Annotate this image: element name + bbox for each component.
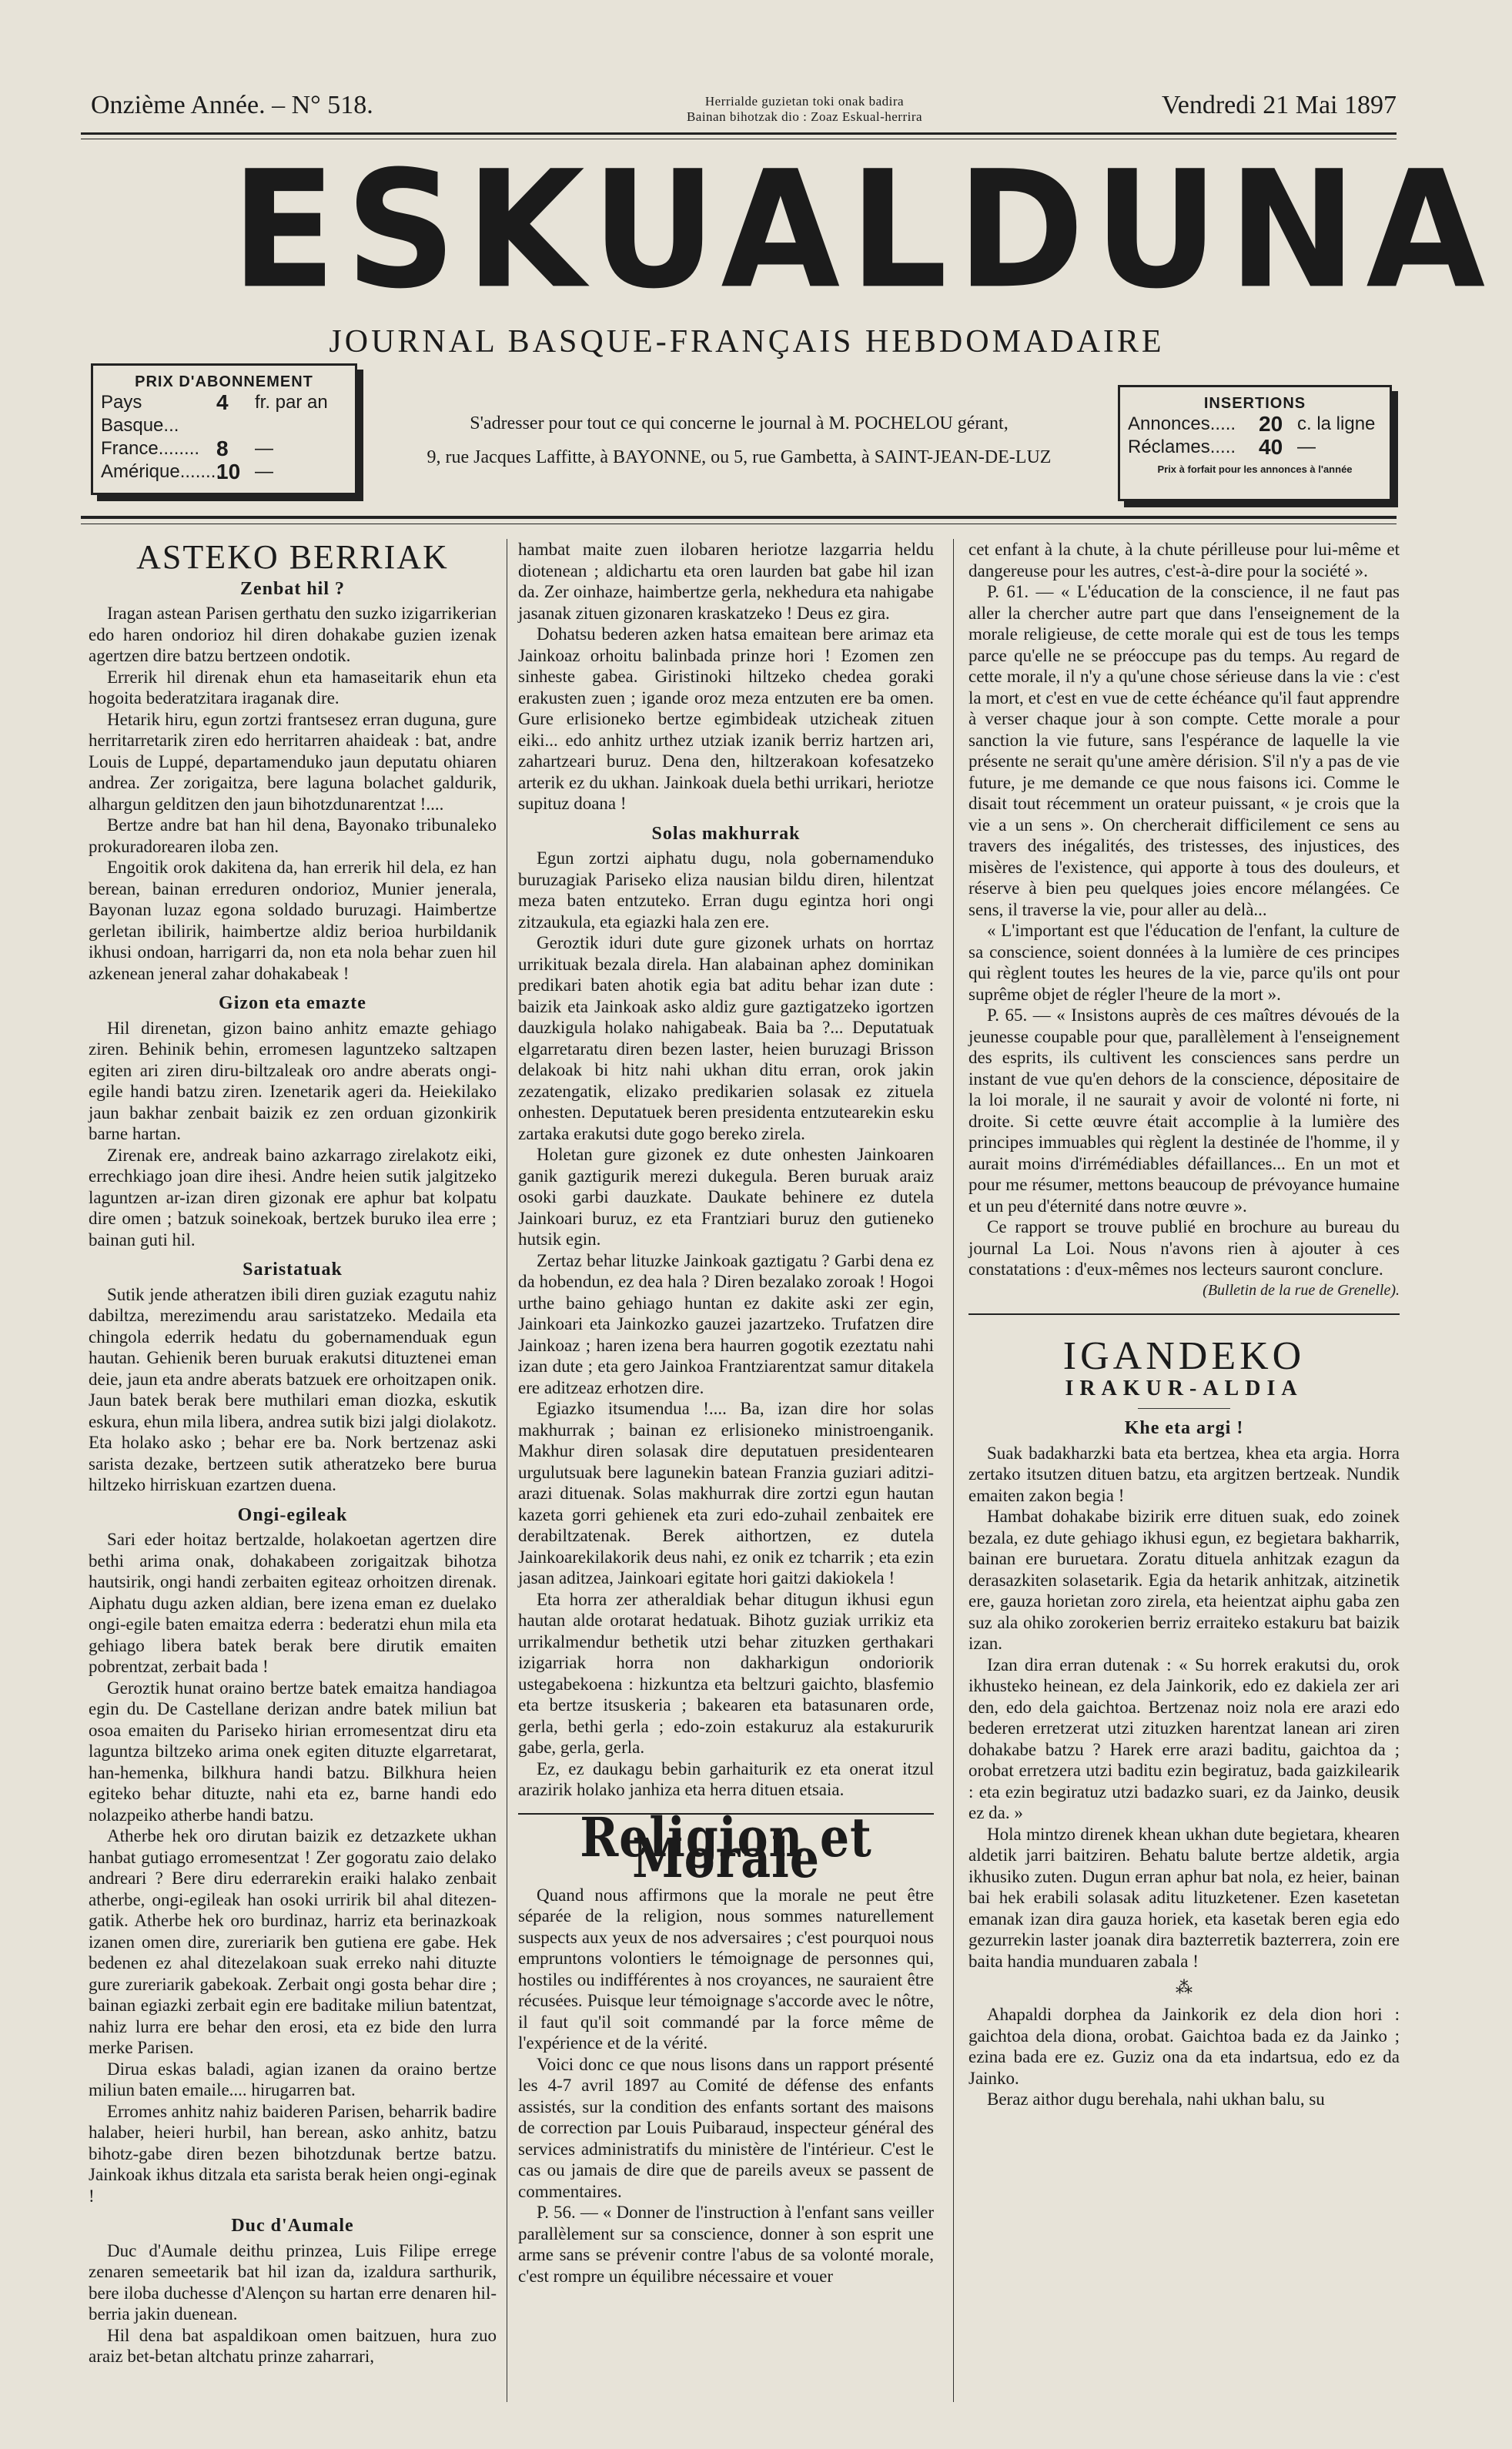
row-unit: — bbox=[255, 461, 273, 482]
masthead-subtitle: JOURNAL BASQUE-FRANÇAIS HEBDOMADAIRE bbox=[329, 324, 1165, 360]
section-title: IGANDEKO bbox=[1062, 1334, 1306, 1378]
paragraph: Izan dira erran dutenak : « Su horrek erakutsi du, orok ikhusteko heinean, ez dela Jainkorik, edo ez dakiela zer ari den, edo dela gaichtoa. Bertzenaz noiz nola ere arazi edo bederen erretzerat utzi zituzken harentzat lanean ari ziren dohakabe batzu ? Harek erre arazi baditu, gaichtoa da ; orobat erretzera utzi baditu ezin begiratuz, bada gaizkilearik : eta ezin begiratuz utzi badazko suari, ez da Jainko, deusik ez da. » bbox=[968, 1654, 1400, 1822]
insertions-row bbox=[1120, 436, 1390, 459]
paragraph: Hambat dohakabe bizirik erre dituen suak, edo zoinek bezala, ez dute gehiago ikhusi egun, ez begietara bakharrik, bainan ere buruetara. Zoratu dituela anhitzak ezagun da derasazkiten solasetarik. Egia da hetarik anhitzak, aitzinetik ere, gauza horietan zoro zirela, eta heientzat aiphu gaba zen suz ala ohiko zorokerien berriz erraiteko estakuru bat baizik izan. bbox=[968, 1507, 1400, 1653]
paragraph: Voici donc ce que nous lisons dans un rapport présenté les 4-7 avril 1897 au Comité de défense des enfants assistés, sur la condition des enfants sortant des maisons de correction par Louis Puibaraud, inspecteur général des services administratifs du ministère de l'intérieur. C'est le cas ou jamais de dire que de pareils aveux se passent de commentaires. bbox=[518, 2054, 934, 2201]
paragraph: P. 65. — « Insistons auprès de ces maîtres dévoués de la jeunesse coupable pour que, parallèlement à l'enseignement des esprits, ils cultivent les consciences sans perdre un instant de vue qu'en dehors de la conscience, dépositaire de la loi morale, il ne saurait y avoir de volonté ni forte, ni droite. Si cette œuvre était accomplie à la lumière des principes immuables qui règlent la destinée de l'homme, il y aurait moins d'irrémédiables défaillances... En un mot et pour me résumer, mettons beaucoup de prévoyance humaine et un peu d'éternité dans notre œuvre ». bbox=[968, 1005, 1400, 1216]
divider bbox=[968, 1313, 1400, 1315]
asterism-icon: ⁂ bbox=[1176, 1978, 1193, 1997]
paragraph: Iragan astean Parisen gerthatu den suzko izigarrikerian edo haren ondorioz hil diren dohakabe guzien izenak agertzen dire batzu bertzeen ondotik. bbox=[89, 604, 497, 665]
paragraph: Errerik hil direnak ehun eta hamaseitarik ehun eta hogoita bederatzitara iraganak dire. bbox=[89, 667, 497, 708]
paragraph: Engoitik orok dakitena da, han errerik hil dela, ez han berean, bainan erreduren ondorioz, Munier jenerala, Bayonan luzaz egona soldado buruzagi. Haimbertze gerletan ibilirik, haimbertze aldiz berioa hurbildanik ikhusi ondoan, harrigarri da, non eta nola behar zuen hil azkenean jeneral zahar dohakabeak ! bbox=[89, 858, 497, 983]
header-rule bbox=[81, 132, 1397, 135]
paragraph: Hetarik hiru, egun zortzi frantsesez erran duguna, gure herritarretarik ziren edo herritarren ahaideak : bat, andre Louis de Luppé, departamenduko jaun deputatu ohiaren andrea. Zer zorigaitza, bere laguna bolachet galdurik, alhargun gelditzen den jaun bihotzdunarentzat !.... bbox=[89, 709, 497, 814]
subheading: Saristatuak bbox=[243, 1260, 343, 1280]
masthead-title: ESKUALDUNA bbox=[231, 136, 1495, 325]
paragraph: cet enfant à la chute, à la chute périlleuse pour lui-même et dangereuse pour les autres, c'est-à-dire pour la société ». bbox=[968, 540, 1400, 580]
paragraph: Geroztik hunat oraino bertze batek emaitza handiagoa egin du. De Castellane derizan andre batek miliun bat osoa emaiten du Pariseko hirian erromesentzat diru eta laguntza biltzeko arima onek egiten dituzte elgarretarat, han-hemenka, bilkhura handi batzu. Bilkhura heien egiteko behar dituzte, nahi eta ez, barne handi edo nolazpeiko atherbe handi batzu. bbox=[89, 1678, 497, 1825]
motto bbox=[624, 94, 985, 125]
row-value: 40 bbox=[1259, 435, 1283, 459]
insertions-note: Prix à forfait pour les annonces à l'année bbox=[1157, 463, 1353, 475]
row-value: 20 bbox=[1259, 412, 1283, 436]
issue-date: Vendredi 21 Mai 1897 bbox=[1161, 91, 1397, 119]
address-line-2: 9, rue Jacques Laffitte, à BAYONNE, ou 5, rue Gambetta, à SAINT-JEAN-DE-LUZ bbox=[427, 447, 1052, 467]
paragraph: Dirua eskas baladi, agian izanen da oraino bertze miliun baten emaile.... hirugarren bat. bbox=[89, 2059, 497, 2099]
paragraph: Egiazko itsumendua !.... Ba, izan dire hor solas makhurrak ; bainan ez erlisioneko ministroenganik. Makhur diren solasak dire deputatuen presidentearen urgulutsuak bere lagunekin batean Franzia guziari aditzi-arazi dituenak. Solas makhurrak dire zortzi egun hautan kazeta gorri gehienek eta zuri edo-zuhail zenbaitek ere derabiltzatenak. Berek aithortzen, ez dutela Jainkoarekilakorik deus nahi, ez onik ez tcharrik ; eta ezin jasan aditzea, Jainkoari egitate hori gaitzi dakiokela ! bbox=[518, 1399, 934, 1588]
paragraph: Egun zortzi aiphatu dugu, nola gobernamenduko buruzagiak Pariseko eliza nausian bildu diren, hilentzat meza baten entzuteko. Erran dugu egintza hori ongi zitzaukula, eta egiazki hala zen ere. bbox=[518, 848, 934, 932]
paragraph: Geroztik iduri dute gure gizonek urhats on horrtaz urrikituak bezala direla. Han alabainan aphez dominikan predikari baten ahotik egia bat aditu behar izan dute : baizik eta Jainkoak asko aldiz gure gaztigatzeko igortzen dauzkigula holako nahigabeak. Baia ba ?... Deputatuak elgarretaratu diren bezen laster, heien buruzagi Brisson delakoak bi hitz nahi ukhan ditu erran, orok jakin zezatengatik, elizako predikarien solasak ez zituela onhesten. Deputatuek beren presidenta entzutearekin esku zartaka erakutsi dute gogo bereko zirela. bbox=[518, 933, 934, 1143]
subscription-box bbox=[91, 363, 357, 495]
address-line-1: S'adresser pour tout ce qui concerne le journal à M. POCHELOU gérant, bbox=[470, 413, 1009, 433]
row-label: Réclames..... bbox=[1128, 437, 1236, 457]
column-1 bbox=[89, 539, 497, 2367]
paragraph: Eta horra zer atheraldiak behar ditugun ikhusi egun hautan alde orotarat hedatuak. Bihotz guziak urrikiz eta urrikalmendur bethetik utzi behar zituzken gerthakari izigarriak horra non dakharkigun ondoriorik ustegabekoena : hizkuntza eta beltzuri gaichto, blasfemio eta bertze itsuskeria ; bakearen eta batasunaren orde, gerla, bethi gerla ; edo-zoin estakuruz ala estakururik gabe, gerla, gerla. bbox=[518, 1589, 934, 1757]
column-3 bbox=[968, 539, 1400, 2110]
paragraph: Holetan gure gizonek ez dute onhesten Jainkoaren ganik gaztigurik merezi dukegula. Beren buruak araiz osoki garbi dauzkate. Daukate behinere ez dutela Jainkoari buruz, ez eta Frantziari buruz den gutieneko hutsik egin. bbox=[518, 1145, 934, 1249]
paragraph: Quand nous affirmons que la morale ne peut être séparée de la religion, nous sommes naturellement suspects aux yeux de nos adversaires ; c'est pourquoi nous empruntons volontiers le témoignage de personnes qui, hostiles ou indifférentes à nos croyances, ne sauraient être récusées. Puisque leur témoignage s'accorde avec le nôtre, il faut qu'il soit commandé par la force même de l'expérience et de la vérité. bbox=[518, 1885, 934, 2053]
row-unit: c. la ligne bbox=[1297, 413, 1376, 434]
paragraph: Ez, ez daukagu bebin garhaiturik ez eta onerat itzul arazirik holako janhiza eta herra dituen etsaia. bbox=[518, 1758, 934, 1799]
paragraph: Zertaz behar lituzke Jainkoak gaztigatu ? Garbi dena ez da hobendun, ez dea hala ? Diren bezalako zoroak ! Hogoi urthe baino gehiago huntan ez dakite aski zer egin, Jainkoari eta Jainkozko gauzei jazartzeko. Trufatzen dire Jainkoaz ; haren izena bera haurren gogotik ezeztatu nahi izan dute ; eta gero Jainkoa Frantziarentzat samur ditakela ere aditzeaz erhotzen dire. bbox=[518, 1250, 934, 1397]
paragraph: Hil direnetan, gizon baino anhitz emazte gehiago ziren. Behinik behin, erromesen laguntzeko saltzapen egiten ari ziren diru-biltzaleak oro andre aberats ongi-egile handi batzu ziren. Izenetarik ageri da. Heiekilako jaun bakhar zenbait baizik ez zen orduan gizonkirik barne hartan. bbox=[89, 1018, 497, 1143]
paragraph: Ahapaldi dorphea da Jainkorik ez dela dion hori : gaichtoa dela diona, orobat. Gaichtoa bada ez da Jainko ; ezina bada ere ez. Guziz ona da eta indartsua, edo ez da Jainko. bbox=[968, 2005, 1400, 2088]
paragraph: Suak badakharzki bata eta bertzea, khea eta argia. Horra zertako itsutzen dituen batzu, eta argitzen bertzeak. Nundik emaiten zakon begia ! bbox=[968, 1443, 1400, 1505]
paragraph: Hil dena bat aspaldikoan omen baitzuen, hura zuo araiz bet-betan altchatu prinze zaharrari, bbox=[89, 2325, 497, 2366]
paragraph: Ce rapport se trouve publié en brochure au bureau du journal La Loi. Nous n'avons rien à ajouter à ces constatations : d'eux-mêmes nos lecteurs sauront conclure. bbox=[968, 1217, 1400, 1279]
paragraph: Erromes anhitz nahiz baideren Parisen, beharrik badire halaber, heieri hurbil, han berean, asko anhitz, batzu bihotz-gabe diren bezen bihotzdunak bertze batzu. Jainkoak ikhus ditzala eta sarista berak heien ongi-eginak ! bbox=[89, 2101, 497, 2206]
row-value: 8 bbox=[216, 437, 229, 460]
section-subtitle: IRAKUR-ALDIA bbox=[1065, 1376, 1303, 1400]
column-divider bbox=[953, 539, 954, 2402]
paragraph: Zirenak ere, andreak baino azkarrago zirelakotz eiki, errechkiago joan dire ihesi. Andre heien sutik jalgitzeko laguntzen ar-izan diren gizonak ere aphur bat kolpatu dire omen ; batzuk soinekoak, bertzek buruko ilea erre ; bainan guti hil. bbox=[89, 1145, 497, 1250]
row-label: France........ bbox=[101, 438, 200, 459]
subscription-row bbox=[93, 391, 355, 437]
issue-number: Onzième Année. – N° 518. bbox=[91, 91, 373, 119]
paragraph: Duc d'Aumale deithu prinzea, Luis Filipe errege zenaren semeetarik bat hil izan da, izaldura sarthurik, bere iloba duchesse d'Alençon su hartan erre denaren hil-berria jakin duenean. bbox=[89, 2240, 497, 2324]
column-2 bbox=[518, 539, 934, 2287]
columns-rule bbox=[81, 516, 1397, 519]
subheading: Gizon eta emazte bbox=[219, 993, 366, 1013]
article-headline: Religion et Morale bbox=[580, 1805, 872, 1890]
row-label: Annonces..... bbox=[1128, 413, 1236, 434]
subscription-row bbox=[93, 460, 355, 483]
paragraph: P. 56. — « Donner de l'instruction à l'enfant sans veiller parallèlement sur sa conscience, donner à son esprit une arme sans se prévenir contre l'abus de sa volonté morale, c'est rompre un équilibre nécessaire et vouer bbox=[518, 2203, 934, 2286]
subheading: Duc d'Aumale bbox=[231, 2216, 354, 2236]
subheading: Khe eta argi ! bbox=[1124, 1418, 1244, 1438]
paragraph: Hola mintzo direnek khean ukhan dute begietara, khearen aldetik jarri baitziren. Behatu balute bertze aldetik, argia ikhusiko zuten. Dugun erran aphur bat nola, ez heier, bainan bai hek erabili solasak aditu lituzketener. Ezen kasetetan emanak izan dira gauza horiek, eta kasetak beren egia edo gezurrekin laster joanak dira bazterretik bazterrera, zoin ere baita handia munduaren zabala ! bbox=[968, 1824, 1400, 1971]
section-title: ASTEKO BERRIAK bbox=[136, 538, 449, 576]
paragraph: « L'important est que l'éducation de l'enfant, la culture de sa conscience, soient données à la lumière de ces principes qui règlent toutes les heures de la vie, parce qu'ils ont pour suprême objet de régler l'heure de la mort ». bbox=[968, 921, 1400, 1004]
insertions-title: INSERTIONS bbox=[1203, 395, 1306, 412]
paragraph: hambat maite zuen ilobaren heriotze lazgarria heldu diotenean ; aldichartu eta oren laurden bat gabe hil izan da. Zer oinhaze, haimbertze gerla, nekhedura eta nahigabe jasanak zituen gizonaren kraskatzeko ! Deus ez gira. bbox=[518, 540, 934, 623]
source-credit: (Bulletin de la rue de Grenelle). bbox=[1203, 1281, 1400, 1299]
short-divider bbox=[1138, 1408, 1230, 1409]
row-value: 10 bbox=[216, 460, 241, 483]
insertions-box bbox=[1118, 385, 1392, 501]
row-label: Pays Basque... bbox=[101, 392, 179, 436]
row-label: Amérique........ bbox=[101, 461, 222, 482]
row-unit: — bbox=[255, 438, 273, 459]
address-block bbox=[370, 406, 1109, 474]
row-value: 4 bbox=[216, 390, 229, 414]
paragraph: Sari eder hoitaz bertzalde, holakoetan agertzen dire bethi arima onak, dohakabeen zorigaitzak bihotza hautsirik, ongi handi zerbaiten egiteaz orhoitzen direnak. Aiphatu dugu azken aldian, bere izena eman ez duelako ongi-egile baten emaitza ederra : bederatzi ehun mila eta gehiago libera batek berak bere dirutik emaiten pobrentzat, zerbait bada ! bbox=[89, 1530, 497, 1676]
paragraph: Sutik jende atheratzen ibili diren guziak ezagutu nahiz dabiltza, merezimendu arau saristatzeko. Medaila eta chingola ederrik hedatu du gobernamenduak egun hautan. Gehienik beren buruak erakutsi dituztenei eman deie, jaun eta andre aberats batzuek ere orhoitzapen onik. Jaun batek berak bere muthilari eman diozka, eskutik eskura, ehun mila libera, andrea sutik bizi jalgi diolakotz. Eta holako asko ; behar ere ba. Nork bertzenaz aski sarista dezake, bertzeen sutik atheratzeko bere burua hiltzeko hirriskuan ezartzen duena. bbox=[89, 1284, 497, 1494]
row-unit: fr. par an bbox=[255, 392, 328, 413]
insertions-row bbox=[1120, 413, 1390, 436]
row-unit: — bbox=[1297, 437, 1316, 457]
motto-line-1: Herrialde guzietan toki onak badira bbox=[704, 94, 905, 109]
paragraph: P. 61. — « L'éducation de la conscience, il ne faut pas aller la chercher autre part que dans l'enseignement de la morale religieuse, de cette morale qui est de tous les temps parce qu'elle ne se préoccupe pas du temps. Au regard de cette morale, il n'y a qu'une chose sérieuse dans la vie : c'est la mort, et c'est en vue de cette échéance qu'il faut apprendre à verser chaque jour à son compte. Cette morale a pour sanction la vie future, sans l'espérance de laquelle la vie présente ne serait qu'une amère dérision. S'il n'y a pas de vie future, je me demande ce que nous faisons ici. Comme le disait tout récemment un orateur puissant, « je crois que la vie a un sens ». On chercherait difficilement ce sens au travers des inégalités, des tristesses, des injustices, des misères de l'existence, qui apporte à tous des douleurs, et réserve à bien peu quelques joies encore mélangées. Ce sens, il traverse la vie, pour aller au delà... bbox=[968, 582, 1400, 919]
subheading: Solas makhurrak bbox=[651, 823, 801, 844]
paragraph: Dohatsu bederen azken hatsa emaitean bere arimaz eta Jainkoaz orhoitu balinbada prinze hori ! Ezomen zen sinheste gabea. Giristinoki hiltzeko chedea goraki erakusten zuen ; igande oroz meza entzuten ere ba omen. Gure erlisioneko bertze egimbideak utzicheak zituen eiki... edo anhitz urthez utziak izanik berriz hartzen ari, zahartzeari buruz. Dena den, hiltzerakoan kofesatzeko arterik ez du ukhan. Jainkoak duela bethi urrikari, heriotze supituz doana ! bbox=[518, 624, 934, 813]
paragraph: Bertze andre bat han hil dena, Bayonako tribunaleko prokuradorearen iloba zen. bbox=[89, 815, 497, 856]
subscription-title: PRIX D'ABONNEMENT bbox=[135, 373, 313, 390]
subheading: Zenbat hil ? bbox=[239, 578, 346, 599]
subheading: Ongi-egileak bbox=[237, 1504, 348, 1525]
paragraph: Beraz aithor dugu berehala, nahi ukhan balu, su bbox=[987, 2089, 1325, 2109]
subscription-row bbox=[93, 437, 355, 460]
motto-line-2: Bainan bihotzak dio : Zoaz Eskual-herrira bbox=[686, 109, 923, 124]
paragraph: Atherbe hek oro dirutan baizik ez detzazkete ukhan hanbat gutiago erromesentzat ! Zer gogoratu zaio delako andreari ? Bere diru ederrarekin eraiki halako zenbait atherbe, ongi-egileak han osoki urririk bil ahal ditezen-gatik. Atherbe hek oro burdinaz, harriz eta berinazkoak izanen omen dire, zureriarik ben gutiena ere gabe. Hek bedenen ez ahal ditezelakoan suak erreko nahi dituzte gure zureriarik gabekoak. Zerbait ongi gosta behar dire ; bainan egiazki zerbait egin ere baditake miliun batentzat, nahiz lurra ere behar den erosi, eta ez bide den lurra merke Parisen. bbox=[89, 1826, 497, 2057]
